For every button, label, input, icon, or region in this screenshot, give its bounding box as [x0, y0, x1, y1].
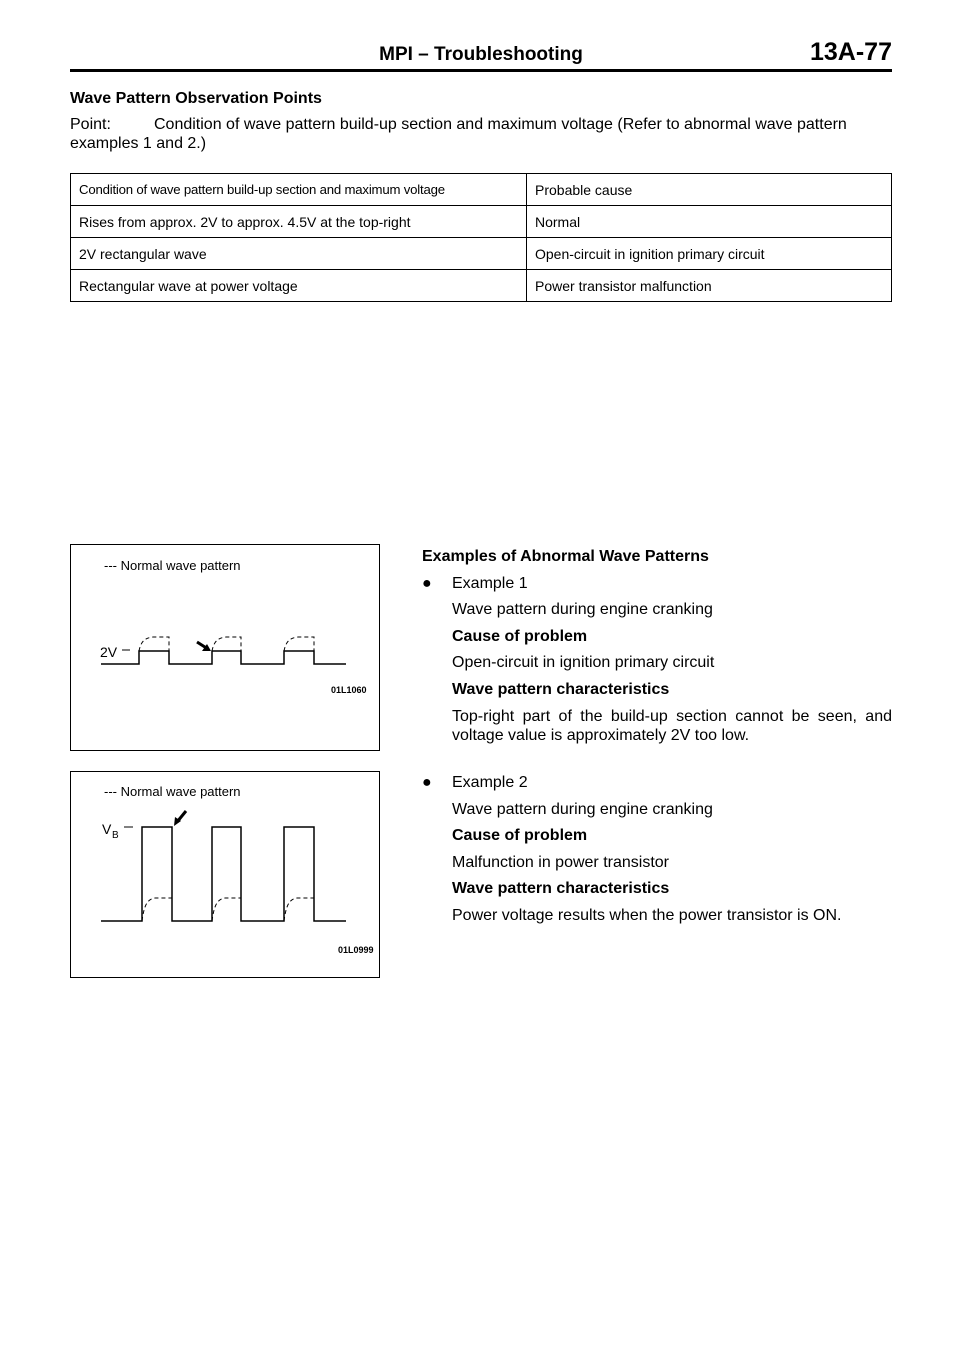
cause-label: Cause of problem [452, 827, 588, 844]
bullet-icon: ● [422, 574, 432, 592]
characteristics-label: Wave pattern characteristics [452, 680, 670, 698]
example-desc: Wave pattern during engine cranking [452, 800, 713, 818]
figure1-code: 01L1060 [331, 685, 367, 695]
page-header [70, 38, 892, 72]
figure2-legend: --- Normal wave pattern [104, 784, 241, 799]
waveform-diagram-2 [71, 772, 379, 977]
section-title: Wave Pattern Observation Points [70, 90, 322, 107]
examples-title: Examples of Abnormal Wave Patterns [422, 548, 709, 565]
table-cell-cause: Open-circuit in ignition primary circuit [527, 238, 892, 270]
abnormal-waveform [101, 651, 346, 664]
cause-text: Malfunction in power transistor [452, 853, 669, 871]
example-2 [422, 770, 892, 929]
normal-waveform-dashed [142, 898, 314, 921]
example-name: Example 2 [452, 774, 528, 791]
figure2-level-label: V [102, 821, 112, 837]
figure1-level-label: 2V [100, 644, 118, 660]
characteristics-label: Wave pattern characteristics [452, 880, 670, 897]
example-desc: Wave pattern during engine cranking [452, 601, 713, 618]
normal-waveform-dashed [139, 637, 314, 651]
example-1-heading [422, 571, 892, 598]
figure-example-2 [70, 771, 380, 978]
point-label: Point: [70, 116, 111, 133]
table-cell-cause: Normal [527, 206, 892, 238]
characteristics-text: Power voltage results when the power transistor is ON. [452, 906, 842, 924]
example-1-body [422, 597, 892, 745]
figure-example-1 [70, 544, 380, 751]
figure1-legend: --- Normal wave pattern [104, 558, 241, 573]
waveform-diagram-1 [71, 545, 379, 750]
table-cell-condition: 2V rectangular wave [71, 238, 527, 270]
example-2-heading [422, 770, 892, 797]
cause-text: Open-circuit in ignition primary circuit [452, 654, 715, 671]
cause-label: Cause of problem [452, 627, 588, 645]
example-name: Example 1 [452, 574, 528, 592]
table-header-row [71, 174, 892, 206]
header-rule [70, 69, 892, 72]
table-cell-condition: Rectangular wave at power voltage [71, 270, 527, 302]
table-header-condition: Condition of wave pattern build-up section and maximum voltage [71, 174, 527, 206]
figure2-code: 01L0999 [338, 945, 374, 955]
table-header-cause: Probable cause [527, 174, 892, 206]
table-row [71, 238, 892, 270]
example-2-body [422, 797, 892, 930]
examples-section [422, 544, 892, 929]
table-cell-cause: Power transistor malfunction [527, 270, 892, 302]
point-paragraph [70, 115, 892, 153]
figure2-level-sub: B [112, 830, 119, 841]
example-1 [422, 571, 892, 746]
condition-table [70, 173, 892, 302]
arrow-icon [174, 811, 186, 826]
header-title: MPI – Troubleshooting [379, 44, 583, 65]
bullet-icon: ● [422, 774, 432, 791]
point-text: Condition of wave pattern build-up section and maximum voltage (Refer to abnormal wave pattern examples 1 and 2.) [70, 116, 847, 152]
abnormal-waveform [101, 827, 346, 921]
table-row [71, 206, 892, 238]
characteristics-text: Top-right part of the build-up section cannot be seen, and voltage value is approximately 2V too low. [452, 708, 892, 744]
page-number: 13A-77 [810, 38, 892, 66]
arrow-icon [197, 642, 211, 651]
table-cell-condition: Rises from approx. 2V to approx. 4.5V at the top-right [71, 206, 527, 238]
table-row [71, 270, 892, 302]
